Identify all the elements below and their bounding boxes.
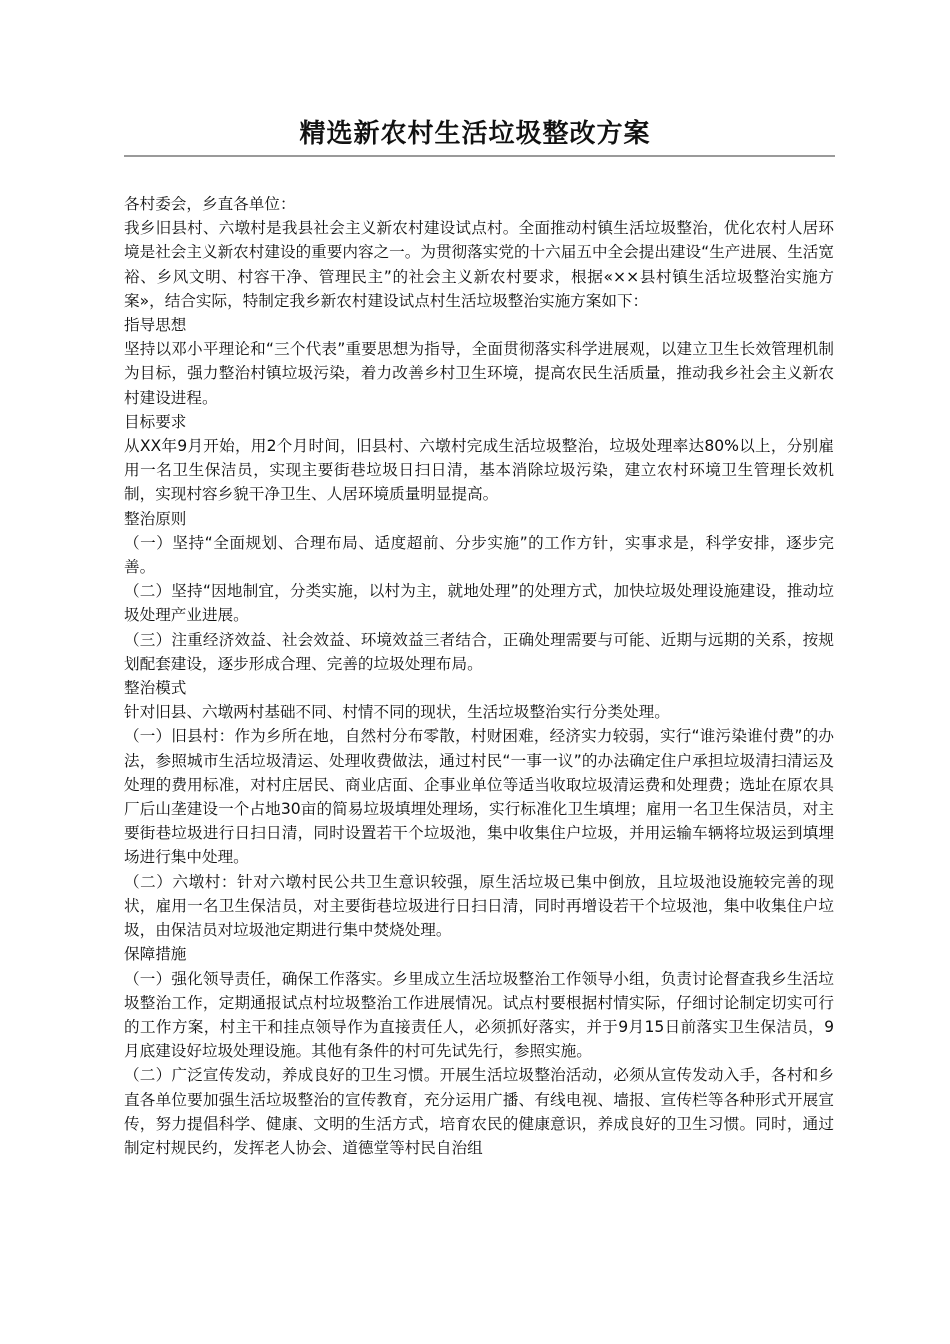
section-heading-principles: 整治原则: [124, 509, 187, 528]
document-title: 精选新农村生活垃圾整改方案: [299, 119, 651, 149]
guiding-ideology-paragraph: 坚持以邓小平理论和“三个代表”重要思想为指导，全面贯彻落实科学进展观，以建立卫生长效管理机制为目标，强力整治村镇垃圾污染，着力改善乡村卫生环境，提高农民生活质量，推动我乡社会主义新农村建设进程。: [124, 340, 834, 407]
salutation: 各村委会，乡直各单位：: [124, 195, 296, 213]
safeguard-item-1: （一）强化领导责任，确保工作落实。乡里成立生活垃圾整治工作领导小组，负责讨论督查我乡生活垃圾整治工作，定期通报试点村垃圾整治工作进展情况。试点村要根据村情实际，仔细讨论制定切实可行的工作方案，村主干和挂点领导作为直接责任人，必须抓好落实，并于9月15日前落实卫生保洁员，9月底建设好垃圾处理设施。其他有条件的村可先试先行，参照实施。: [124, 969, 834, 1061]
safeguard-item-2: （二）广泛宣传发动，养成良好的卫生习惯。开展生活垃圾整治活动，必须从宣传发动入手，各村和乡直各单位要加强生活垃圾整治的宣传教育，充分运用广播、有线电视、墙报、宣传栏等各种形式开展宣传，努力提倡科学、健康、文明的生活方式，培育农民的健康意识，养成良好的卫生习惯。同时，通过制定村规民约，发挥老人协会、道德堂等村民自治组: [124, 1066, 834, 1157]
section-heading-modes: 整治模式: [124, 679, 187, 698]
title-underline: [124, 155, 835, 157]
mode-item-1: （一）旧县村：作为乡所在地，自然村分布零散，村财困难，经济实力较弱，实行“谁污染谁付费”的办法，参照城市生活垃圾清运、处理收费做法，通过村民“一事一议”的办法确定住户承担垃圾清扫清运及处理的费用标准，对村庄居民、商业店面、企事业单位等适当收取垃圾清运费和处理费；选址在原农具厂后山垄建设一个占地30亩的简易垃圾填埋处理场，实行标准化卫生填埋；雇用一名卫生保洁员，对主要街巷垃圾进行日扫日清，同时设置若干个垃圾池，集中收集住户垃圾，并用运输车辆将垃圾运到填埋场进行集中处理。: [124, 727, 834, 867]
intro-paragraph: 我乡旧县村、六墩村是我县社会主义新农村建设试点村。全面推动村镇生活垃圾整治，优化农村人居环境是社会主义新农村建设的重要内容之一。为贯彻落实党的十六届五中全会提出建设“生产进展、生活宽裕、乡风文明、村容干净、管理民主”的社会主义新农村要求，根据«××县村镇生活垃圾整治实施方案»，结合实际，特制定我乡新农村建设试点村生活垃圾整治实施方案如下：: [124, 219, 834, 310]
principle-item-3: （三）注重经济效益、社会效益、环境效益三者结合，正确处理需要与可能、近期与远期的关系，按规划配套建设，逐步形成合理、完善的垃圾处理布局。: [124, 630, 834, 673]
principle-item-1: （一）坚持“全面规划、合理布局、适度超前、分步实施”的工作方针，实事求是，科学安排，逐步完善。: [124, 533, 834, 577]
principle-item-2: （二）坚持“因地制宜，分类实施，以村为主，就地处理”的处理方式，加快垃圾处理设施建设，推动垃圾处理产业进展。: [124, 582, 834, 625]
document-body: [124, 192, 834, 1160]
mode-item-2: （二）六墩村：针对六墩村民公共卫生意识较强，原生活垃圾已集中倒放，且垃圾池设施较完善的现状，雇用一名卫生保洁员，对主要街巷垃圾进行日扫日清，同时再增设若干个垃圾池，集中收集住户垃圾，由保洁员对垃圾池定期进行集中焚烧处理。: [124, 872, 834, 940]
objectives-paragraph: 从XX年9月开始，用2个月时间，旧县村、六墩村完成生活垃圾整治，垃圾处理率达80%以上，分别雇用一名卫生保洁员，实现主要街巷垃圾日扫日清，基本消除垃圾污染，建立农村环境卫生管理长效机制，实现村容乡貌干净卫生、人居环境质量明显提高。: [124, 437, 834, 504]
section-heading-safeguards: 保障措施: [124, 945, 187, 964]
section-heading-objectives: 目标要求: [124, 412, 187, 431]
section-heading-guiding-ideology: 指导思想: [124, 316, 187, 335]
modes-intro-paragraph: 针对旧县、六墩两村基础不同、村情不同的现状，生活垃圾整治实行分类处理。: [124, 703, 670, 722]
